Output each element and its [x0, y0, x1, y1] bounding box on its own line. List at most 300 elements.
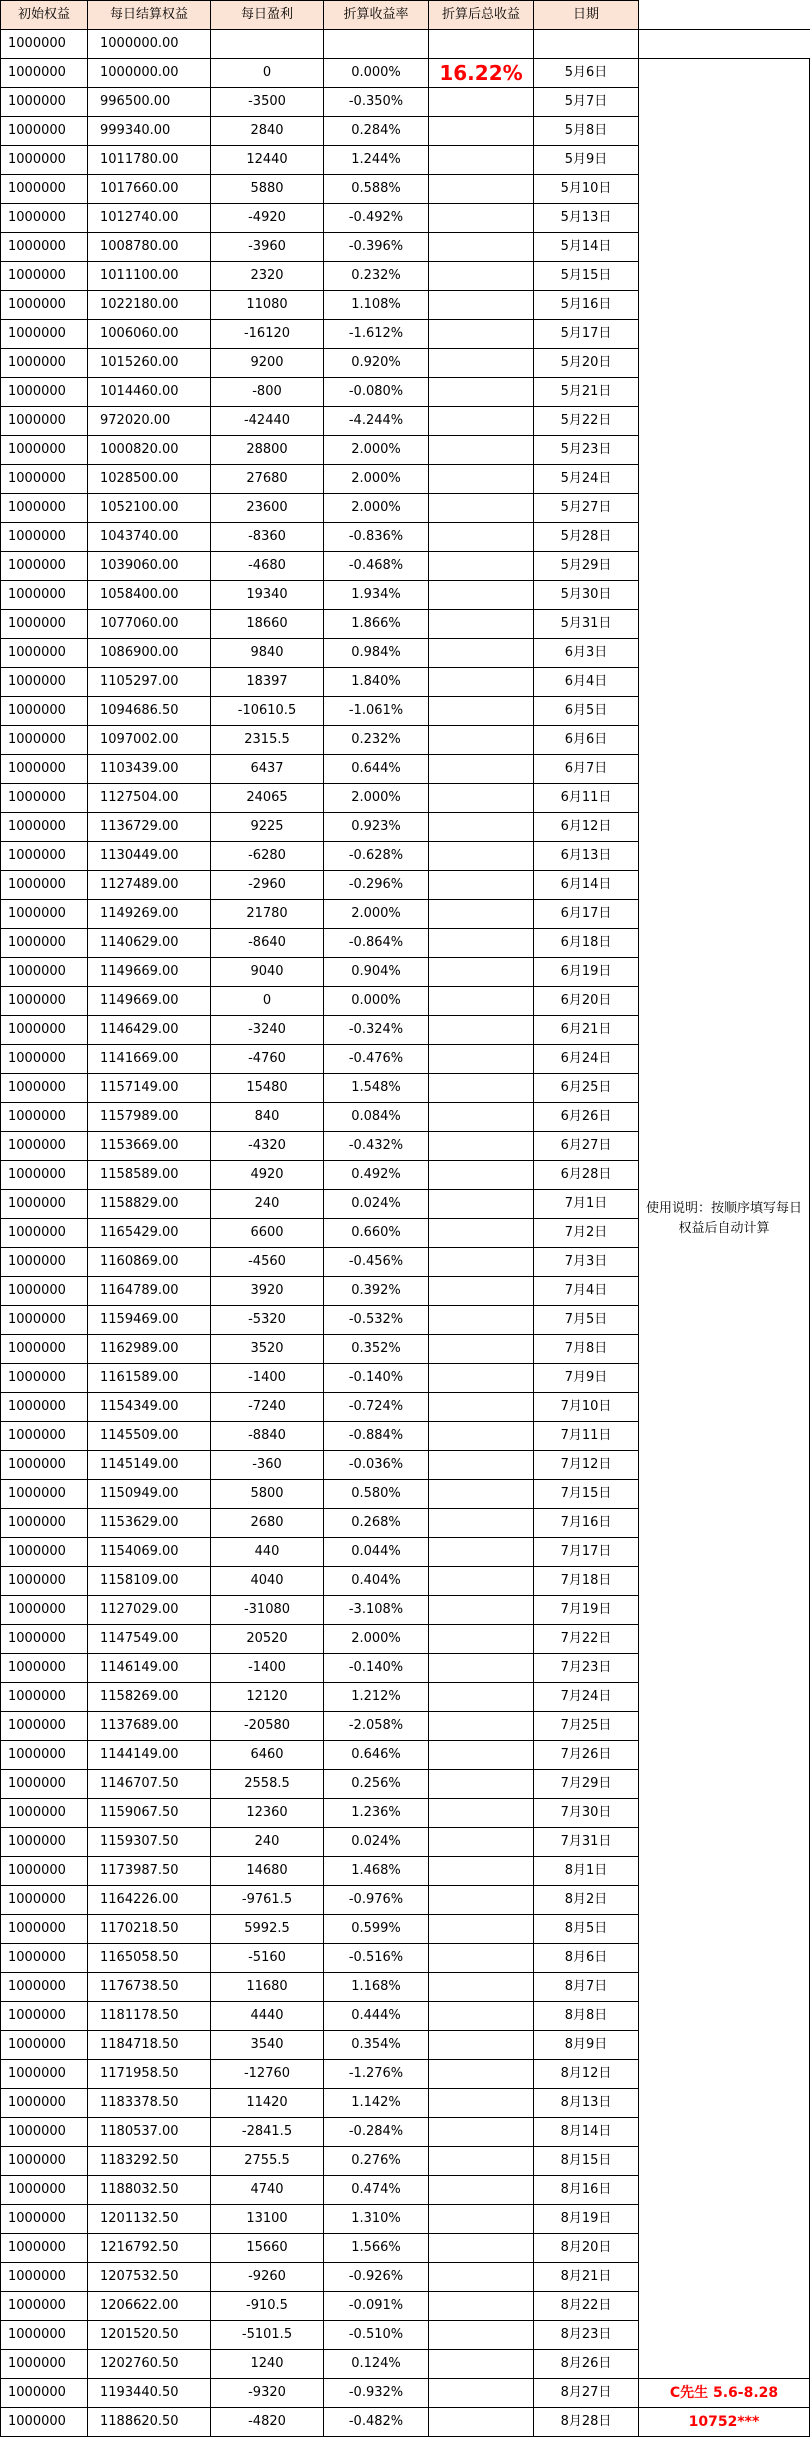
cell-initial-equity[interactable]: 1000000 [1, 1654, 88, 1683]
cell-total-return[interactable] [429, 494, 534, 523]
cell-return-rate[interactable]: 2.000% [324, 494, 429, 523]
cell-initial-equity[interactable]: 1000000 [1, 2292, 88, 2321]
cell-return-rate[interactable]: 1.108% [324, 291, 429, 320]
cell-total-return[interactable] [429, 697, 534, 726]
cell-daily-equity[interactable]: 1028500.00 [88, 465, 211, 494]
cell-daily-profit[interactable]: -4820 [211, 2408, 324, 2437]
cell-daily-profit[interactable]: 3920 [211, 1277, 324, 1306]
cell-daily-profit[interactable]: 4920 [211, 1161, 324, 1190]
cell-initial-equity[interactable]: 1000000 [1, 2379, 88, 2408]
cell-daily-equity[interactable]: 1039060.00 [88, 552, 211, 581]
cell-daily-equity[interactable]: 1147549.00 [88, 1625, 211, 1654]
cell-date[interactable]: 5月10日 [534, 175, 639, 204]
cell-total-return[interactable] [429, 378, 534, 407]
cell-daily-equity[interactable]: 1137689.00 [88, 1712, 211, 1741]
cell-daily-equity[interactable]: 1144149.00 [88, 1741, 211, 1770]
cell-daily-profit[interactable]: 3520 [211, 1335, 324, 1364]
cell-daily-equity[interactable]: 1146707.50 [88, 1770, 211, 1799]
cell-initial-equity[interactable]: 1000000 [1, 204, 88, 233]
cell-total-return[interactable] [429, 1509, 534, 1538]
cell-initial-equity[interactable]: 1000000 [1, 2408, 88, 2437]
cell-date[interactable]: 7月19日 [534, 1596, 639, 1625]
cell-initial-equity[interactable]: 1000000 [1, 175, 88, 204]
cell-return-rate[interactable]: -0.284% [324, 2118, 429, 2147]
cell-daily-equity[interactable]: 1193440.50 [88, 2379, 211, 2408]
cell-initial-equity[interactable]: 1000000 [1, 929, 88, 958]
cell-daily-equity[interactable]: 1164789.00 [88, 1277, 211, 1306]
cell-daily-equity[interactable]: 1000000.00 [88, 30, 211, 59]
cell-daily-equity[interactable]: 1165429.00 [88, 1219, 211, 1248]
cell-daily-profit[interactable]: 6437 [211, 755, 324, 784]
cell-daily-equity[interactable]: 1011780.00 [88, 146, 211, 175]
cell-initial-equity[interactable]: 1000000 [1, 1480, 88, 1509]
cell-date[interactable]: 6月18日 [534, 929, 639, 958]
cell-daily-equity[interactable]: 1216792.50 [88, 2234, 211, 2263]
cell-total-return[interactable] [429, 784, 534, 813]
cell-daily-equity[interactable]: 1159307.50 [88, 1828, 211, 1857]
cell-date[interactable]: 8月12日 [534, 2060, 639, 2089]
cell-date[interactable]: 5月24日 [534, 465, 639, 494]
cell-total-return[interactable] [429, 117, 534, 146]
cell-return-rate[interactable]: -0.724% [324, 1393, 429, 1422]
cell-return-rate[interactable]: 0.646% [324, 1741, 429, 1770]
header-initial-equity[interactable]: 初始权益 [1, 1, 88, 30]
cell-total-return[interactable] [429, 929, 534, 958]
cell-daily-profit[interactable]: 11680 [211, 1973, 324, 2002]
cell-daily-equity[interactable]: 1183378.50 [88, 2089, 211, 2118]
cell-total-return[interactable] [429, 1480, 534, 1509]
cell-initial-equity[interactable]: 1000000 [1, 1161, 88, 1190]
cell-return-rate[interactable]: 0.644% [324, 755, 429, 784]
cell-date[interactable]: 5月21日 [534, 378, 639, 407]
cell-date[interactable]: 6月28日 [534, 1161, 639, 1190]
cell-daily-equity[interactable]: 1145149.00 [88, 1451, 211, 1480]
cell-daily-equity[interactable]: 1158829.00 [88, 1190, 211, 1219]
cell-total-return[interactable] [429, 2147, 534, 2176]
cell-return-rate[interactable]: 0.920% [324, 349, 429, 378]
cell-daily-profit[interactable]: -3960 [211, 233, 324, 262]
cell-daily-equity[interactable]: 1207532.50 [88, 2263, 211, 2292]
cell-initial-equity[interactable]: 1000000 [1, 2321, 88, 2350]
cell-initial-equity[interactable]: 1000000 [1, 1248, 88, 1277]
cell-initial-equity[interactable]: 1000000 [1, 2089, 88, 2118]
cell-total-return[interactable] [429, 2292, 534, 2321]
cell-daily-profit[interactable]: 2320 [211, 262, 324, 291]
cell-date[interactable]: 8月14日 [534, 2118, 639, 2147]
cell-daily-profit[interactable]: 24065 [211, 784, 324, 813]
cell-date[interactable]: 8月21日 [534, 2263, 639, 2292]
cell-initial-equity[interactable]: 1000000 [1, 987, 88, 1016]
cell-total-return[interactable] [429, 465, 534, 494]
cell-total-return[interactable] [429, 1451, 534, 1480]
cell-return-rate[interactable]: 2.000% [324, 1625, 429, 1654]
cell-daily-equity[interactable]: 1170218.50 [88, 1915, 211, 1944]
cell-total-return[interactable] [429, 1422, 534, 1451]
cell-return-rate[interactable]: 2.000% [324, 900, 429, 929]
cell-daily-equity[interactable]: 1149669.00 [88, 958, 211, 987]
cell-daily-equity[interactable]: 1127029.00 [88, 1596, 211, 1625]
cell-return-rate[interactable]: 0.000% [324, 59, 429, 88]
cell-daily-profit[interactable]: -8640 [211, 929, 324, 958]
cell-date[interactable]: 8月23日 [534, 2321, 639, 2350]
cell-daily-equity[interactable]: 1158589.00 [88, 1161, 211, 1190]
cell-return-rate[interactable]: 0.268% [324, 1509, 429, 1538]
cell-return-rate[interactable]: 0.580% [324, 1480, 429, 1509]
cell-return-rate[interactable]: -0.091% [324, 2292, 429, 2321]
cell-daily-profit[interactable]: -9761.5 [211, 1886, 324, 1915]
cell-daily-profit[interactable]: 840 [211, 1103, 324, 1132]
cell-date[interactable]: 6月17日 [534, 900, 639, 929]
cell-total-return[interactable] [429, 726, 534, 755]
cell-return-rate[interactable]: 0.232% [324, 726, 429, 755]
cell-daily-profit[interactable]: -8360 [211, 523, 324, 552]
cell-date[interactable]: 6月27日 [534, 1132, 639, 1161]
cell-daily-profit[interactable]: 13100 [211, 2205, 324, 2234]
cell-return-rate[interactable]: -0.036% [324, 1451, 429, 1480]
cell-daily-profit[interactable]: 11080 [211, 291, 324, 320]
cell-date[interactable]: 5月16日 [534, 291, 639, 320]
cell-daily-profit[interactable]: 27680 [211, 465, 324, 494]
cell-daily-profit[interactable]: 19340 [211, 581, 324, 610]
cell-initial-equity[interactable]: 1000000 [1, 1857, 88, 1886]
cell-date[interactable]: 6月20日 [534, 987, 639, 1016]
cell-total-return[interactable] [429, 2176, 534, 2205]
cell-date[interactable]: 7月29日 [534, 1770, 639, 1799]
cell-initial-equity[interactable]: 1000000 [1, 146, 88, 175]
cell-daily-profit[interactable]: -5160 [211, 1944, 324, 1973]
cell-daily-profit[interactable] [211, 30, 324, 59]
cell-total-return[interactable] [429, 2379, 534, 2408]
cell-daily-profit[interactable]: -42440 [211, 407, 324, 436]
cell-daily-profit[interactable]: 6600 [211, 1219, 324, 1248]
cell-total-return[interactable] [429, 1567, 534, 1596]
cell-initial-equity[interactable]: 1000000 [1, 2060, 88, 2089]
cell-daily-profit[interactable]: 18660 [211, 610, 324, 639]
cell-date[interactable]: 5月27日 [534, 494, 639, 523]
cell-date[interactable]: 8月19日 [534, 2205, 639, 2234]
cell-initial-equity[interactable]: 1000000 [1, 1625, 88, 1654]
cell-initial-equity[interactable]: 1000000 [1, 1538, 88, 1567]
cell-date[interactable]: 5月14日 [534, 233, 639, 262]
cell-daily-equity[interactable]: 1154349.00 [88, 1393, 211, 1422]
cell-daily-equity[interactable]: 1159469.00 [88, 1306, 211, 1335]
cell-total-return[interactable] [429, 668, 534, 697]
cell-return-rate[interactable]: -2.058% [324, 1712, 429, 1741]
cell-daily-equity[interactable]: 1136729.00 [88, 813, 211, 842]
cell-return-rate[interactable]: 0.599% [324, 1915, 429, 1944]
cell-total-return[interactable] [429, 436, 534, 465]
cell-date[interactable]: 8月16日 [534, 2176, 639, 2205]
cell-date[interactable]: 5月8日 [534, 117, 639, 146]
cell-date[interactable]: 5月31日 [534, 610, 639, 639]
cell-initial-equity[interactable]: 1000000 [1, 436, 88, 465]
cell-return-rate[interactable]: 0.084% [324, 1103, 429, 1132]
cell-daily-profit[interactable]: 2840 [211, 117, 324, 146]
cell-return-rate[interactable]: 1.310% [324, 2205, 429, 2234]
cell-daily-equity[interactable]: 1158269.00 [88, 1683, 211, 1712]
cell-daily-equity[interactable]: 1164226.00 [88, 1886, 211, 1915]
cell-daily-equity[interactable]: 1146429.00 [88, 1016, 211, 1045]
cell-daily-equity[interactable]: 1000820.00 [88, 436, 211, 465]
cell-daily-profit[interactable]: 21780 [211, 900, 324, 929]
cell-blank[interactable] [639, 30, 810, 59]
cell-daily-profit[interactable]: -4560 [211, 1248, 324, 1277]
cell-initial-equity[interactable]: 1000000 [1, 697, 88, 726]
cell-daily-profit[interactable]: -800 [211, 378, 324, 407]
cell-date[interactable]: 6月14日 [534, 871, 639, 900]
cell-date[interactable]: 6月12日 [534, 813, 639, 842]
cell-daily-equity[interactable]: 1105297.00 [88, 668, 211, 697]
cell-daily-profit[interactable]: 12120 [211, 1683, 324, 1712]
cell-daily-equity[interactable]: 1149669.00 [88, 987, 211, 1016]
cell-daily-profit[interactable]: -5320 [211, 1306, 324, 1335]
cell-date[interactable]: 8月1日 [534, 1857, 639, 1886]
cell-return-rate[interactable]: 1.548% [324, 1074, 429, 1103]
cell-initial-equity[interactable]: 1000000 [1, 1016, 88, 1045]
cell-date[interactable]: 7月11日 [534, 1422, 639, 1451]
cell-initial-equity[interactable]: 1000000 [1, 30, 88, 59]
cell-initial-equity[interactable]: 1000000 [1, 1277, 88, 1306]
cell-initial-equity[interactable]: 1000000 [1, 1683, 88, 1712]
cell-daily-equity[interactable]: 1011100.00 [88, 262, 211, 291]
cell-daily-equity[interactable]: 1165058.50 [88, 1944, 211, 1973]
cell-daily-equity[interactable]: 1150949.00 [88, 1480, 211, 1509]
cell-return-rate[interactable]: -0.884% [324, 1422, 429, 1451]
cell-daily-profit[interactable]: -10610.5 [211, 697, 324, 726]
header-blank[interactable] [639, 1, 810, 30]
cell-initial-equity[interactable]: 1000000 [1, 349, 88, 378]
cell-daily-profit[interactable]: 9200 [211, 349, 324, 378]
cell-initial-equity[interactable]: 1000000 [1, 1306, 88, 1335]
cell-return-rate[interactable]: 0.352% [324, 1335, 429, 1364]
cell-date[interactable]: 5月28日 [534, 523, 639, 552]
cell-daily-equity[interactable]: 1153669.00 [88, 1132, 211, 1161]
cell-total-return[interactable] [429, 1770, 534, 1799]
cell-return-rate[interactable]: 1.934% [324, 581, 429, 610]
cell-daily-equity[interactable]: 1006060.00 [88, 320, 211, 349]
cell-daily-profit[interactable]: -4760 [211, 1045, 324, 1074]
cell-daily-profit[interactable]: 1240 [211, 2350, 324, 2379]
cell-initial-equity[interactable]: 1000000 [1, 117, 88, 146]
cell-initial-equity[interactable]: 1000000 [1, 1335, 88, 1364]
cell-daily-equity[interactable]: 1176738.50 [88, 1973, 211, 2002]
cell-daily-equity[interactable]: 1161589.00 [88, 1364, 211, 1393]
cell-total-return[interactable] [429, 2321, 534, 2350]
cell-daily-equity[interactable]: 1149269.00 [88, 900, 211, 929]
cell-date[interactable]: 7月30日 [534, 1799, 639, 1828]
cell-return-rate[interactable]: -0.080% [324, 378, 429, 407]
cell-initial-equity[interactable]: 1000000 [1, 2205, 88, 2234]
cell-total-return[interactable] [429, 1277, 534, 1306]
cell-total-return[interactable] [429, 871, 534, 900]
cell-daily-equity[interactable]: 1181178.50 [88, 2002, 211, 2031]
cell-daily-profit[interactable]: -3500 [211, 88, 324, 117]
cell-daily-equity[interactable]: 999340.00 [88, 117, 211, 146]
cell-daily-equity[interactable]: 1201132.50 [88, 2205, 211, 2234]
cell-initial-equity[interactable]: 1000000 [1, 1799, 88, 1828]
cell-daily-equity[interactable]: 1153629.00 [88, 1509, 211, 1538]
cell-initial-equity[interactable]: 1000000 [1, 784, 88, 813]
cell-total-return[interactable] [429, 291, 534, 320]
cell-total-return[interactable] [429, 349, 534, 378]
cell-date[interactable]: 5月9日 [534, 146, 639, 175]
total-return-value[interactable]: 16.22% [429, 59, 534, 88]
cell-date[interactable]: 7月8日 [534, 1335, 639, 1364]
cell-daily-profit[interactable]: 4740 [211, 2176, 324, 2205]
cell-return-rate[interactable]: -0.836% [324, 523, 429, 552]
cell-initial-equity[interactable]: 1000000 [1, 1190, 88, 1219]
cell-daily-profit[interactable]: 4440 [211, 2002, 324, 2031]
cell-total-return[interactable] [429, 1886, 534, 1915]
cell-initial-equity[interactable]: 1000000 [1, 1567, 88, 1596]
cell-daily-profit[interactable]: -1400 [211, 1654, 324, 1683]
cell-return-rate[interactable]: 0.444% [324, 2002, 429, 2031]
cell-total-return[interactable] [429, 2205, 534, 2234]
cell-return-rate[interactable]: 0.474% [324, 2176, 429, 2205]
cell-date[interactable]: 5月30日 [534, 581, 639, 610]
cell-total-return[interactable] [429, 581, 534, 610]
header-daily-profit[interactable]: 每日盈利 [211, 1, 324, 30]
cell-daily-equity[interactable]: 1127489.00 [88, 871, 211, 900]
cell-daily-profit[interactable]: 12360 [211, 1799, 324, 1828]
cell-total-return[interactable] [429, 1973, 534, 2002]
cell-daily-profit[interactable]: -910.5 [211, 2292, 324, 2321]
cell-daily-equity[interactable]: 1188620.50 [88, 2408, 211, 2437]
cell-total-return[interactable] [429, 262, 534, 291]
cell-initial-equity[interactable]: 1000000 [1, 1944, 88, 1973]
cell-daily-profit[interactable]: 440 [211, 1538, 324, 1567]
cell-date[interactable]: 7月9日 [534, 1364, 639, 1393]
cell-initial-equity[interactable]: 1000000 [1, 610, 88, 639]
cell-total-return[interactable] [429, 1828, 534, 1857]
cell-total-return[interactable] [429, 146, 534, 175]
cell-return-rate[interactable]: 0.024% [324, 1190, 429, 1219]
cell-date[interactable]: 7月18日 [534, 1567, 639, 1596]
cell-return-rate[interactable]: 0.984% [324, 639, 429, 668]
cell-daily-equity[interactable]: 1157149.00 [88, 1074, 211, 1103]
cell-return-rate[interactable]: 0.044% [324, 1538, 429, 1567]
cell-return-rate[interactable]: -0.324% [324, 1016, 429, 1045]
cell-daily-profit[interactable]: 2558.5 [211, 1770, 324, 1799]
cell-daily-equity[interactable]: 1103439.00 [88, 755, 211, 784]
cell-date[interactable]: 7月10日 [534, 1393, 639, 1422]
cell-initial-equity[interactable]: 1000000 [1, 871, 88, 900]
cell-return-rate[interactable]: -0.432% [324, 1132, 429, 1161]
cell-daily-profit[interactable]: 5800 [211, 1480, 324, 1509]
cell-initial-equity[interactable]: 1000000 [1, 1451, 88, 1480]
cell-return-rate[interactable]: -0.628% [324, 842, 429, 871]
cell-return-rate[interactable]: -0.456% [324, 1248, 429, 1277]
cell-initial-equity[interactable]: 1000000 [1, 1132, 88, 1161]
cell-daily-profit[interactable]: 0 [211, 987, 324, 1016]
cell-daily-profit[interactable]: -6280 [211, 842, 324, 871]
cell-total-return[interactable] [429, 1306, 534, 1335]
cell-total-return[interactable] [429, 755, 534, 784]
header-daily-equity[interactable]: 每日结算权益 [88, 1, 211, 30]
cell-date[interactable]: 5月22日 [534, 407, 639, 436]
cell-daily-profit[interactable]: -4320 [211, 1132, 324, 1161]
header-total-return[interactable]: 折算后总收益 [429, 1, 534, 30]
cell-total-return[interactable] [429, 1132, 534, 1161]
cell-daily-equity[interactable]: 972020.00 [88, 407, 211, 436]
cell-date[interactable]: 8月28日 [534, 2408, 639, 2437]
cell-date[interactable]: 6月6日 [534, 726, 639, 755]
cell-daily-profit[interactable]: 15480 [211, 1074, 324, 1103]
cell-return-rate[interactable]: 0.256% [324, 1770, 429, 1799]
cell-return-rate[interactable]: 0.904% [324, 958, 429, 987]
cell-daily-equity[interactable]: 1184718.50 [88, 2031, 211, 2060]
cell-return-rate[interactable]: 0.000% [324, 987, 429, 1016]
cell-daily-profit[interactable]: 2755.5 [211, 2147, 324, 2176]
cell-total-return[interactable] [429, 1103, 534, 1132]
cell-date[interactable]: 6月7日 [534, 755, 639, 784]
cell-daily-profit[interactable]: 2315.5 [211, 726, 324, 755]
cell-initial-equity[interactable]: 1000000 [1, 552, 88, 581]
cell-return-rate[interactable]: 1.142% [324, 2089, 429, 2118]
cell-initial-equity[interactable]: 1000000 [1, 668, 88, 697]
cell-initial-equity[interactable]: 1000000 [1, 407, 88, 436]
cell-date[interactable]: 5月6日 [534, 59, 639, 88]
cell-return-rate[interactable]: 1.468% [324, 1857, 429, 1886]
cell-total-return[interactable] [429, 1596, 534, 1625]
cell-return-rate[interactable]: -0.510% [324, 2321, 429, 2350]
cell-return-rate[interactable]: -0.516% [324, 1944, 429, 1973]
cell-return-rate[interactable]: 0.404% [324, 1567, 429, 1596]
cell-total-return[interactable] [429, 1219, 534, 1248]
cell-total-return[interactable] [429, 175, 534, 204]
cell-date[interactable]: 8月26日 [534, 2350, 639, 2379]
cell-date[interactable]: 8月7日 [534, 1973, 639, 2002]
cell-initial-equity[interactable]: 1000000 [1, 1741, 88, 1770]
cell-total-return[interactable] [429, 1683, 534, 1712]
cell-daily-equity[interactable]: 1201520.50 [88, 2321, 211, 2350]
cell-total-return[interactable] [429, 900, 534, 929]
cell-daily-equity[interactable]: 1206622.00 [88, 2292, 211, 2321]
cell-return-rate[interactable] [324, 30, 429, 59]
cell-date[interactable]: 7月3日 [534, 1248, 639, 1277]
cell-initial-equity[interactable]: 1000000 [1, 1045, 88, 1074]
cell-initial-equity[interactable]: 1000000 [1, 900, 88, 929]
cell-daily-profit[interactable]: -9320 [211, 2379, 324, 2408]
cell-total-return[interactable] [429, 2263, 534, 2292]
cell-daily-equity[interactable]: 1180537.00 [88, 2118, 211, 2147]
cell-daily-equity[interactable]: 1008780.00 [88, 233, 211, 262]
cell-total-return[interactable] [429, 1915, 534, 1944]
cell-total-return[interactable] [429, 2089, 534, 2118]
cell-daily-profit[interactable]: -3240 [211, 1016, 324, 1045]
cell-daily-profit[interactable]: -8840 [211, 1422, 324, 1451]
cell-total-return[interactable] [429, 1364, 534, 1393]
cell-return-rate[interactable]: 0.232% [324, 262, 429, 291]
cell-date[interactable]: 7月15日 [534, 1480, 639, 1509]
cell-daily-equity[interactable]: 1022180.00 [88, 291, 211, 320]
cell-date[interactable]: 8月20日 [534, 2234, 639, 2263]
cell-date[interactable]: 6月3日 [534, 639, 639, 668]
cell-total-return[interactable] [429, 813, 534, 842]
cell-daily-equity[interactable]: 1012740.00 [88, 204, 211, 233]
cell-total-return[interactable] [429, 233, 534, 262]
cell-date[interactable]: 7月31日 [534, 1828, 639, 1857]
cell-daily-profit[interactable]: -2960 [211, 871, 324, 900]
cell-daily-profit[interactable]: -1400 [211, 1364, 324, 1393]
cell-return-rate[interactable]: 0.276% [324, 2147, 429, 2176]
cell-daily-equity[interactable]: 1052100.00 [88, 494, 211, 523]
cell-return-rate[interactable]: 1.168% [324, 1973, 429, 2002]
cell-return-rate[interactable]: 1.236% [324, 1799, 429, 1828]
cell-total-return[interactable] [429, 639, 534, 668]
cell-total-return[interactable] [429, 958, 534, 987]
cell-date[interactable]: 8月15日 [534, 2147, 639, 2176]
